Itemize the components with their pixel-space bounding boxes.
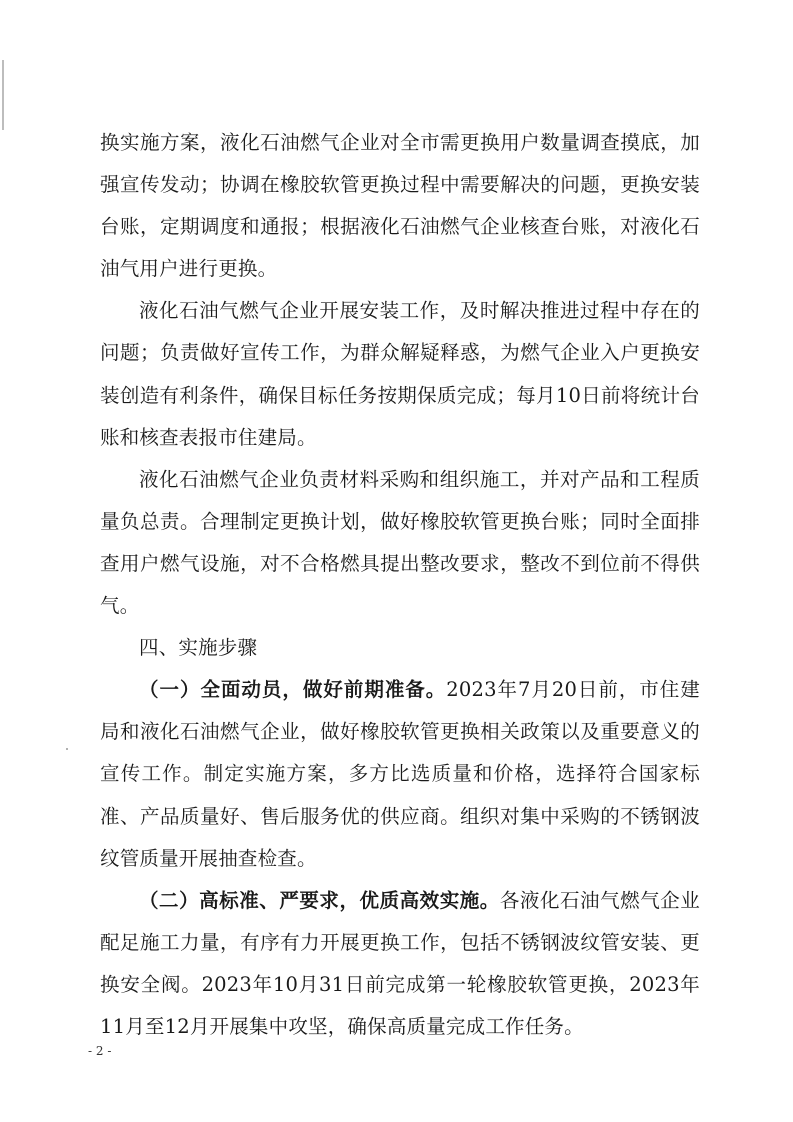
scan-edge-mark <box>2 60 4 130</box>
page-number: - 2 - <box>88 1044 112 1058</box>
step-two-text: 各液化石油气燃气企业配足施工力量，有序有力开展更换工作，包括不锈钢波纹管安装、更换安全阀。2023年10月31日前完成第一轮橡胶软管更换，2023年11月至12月开展集中攻坚，确保高质量完成工作任务。 <box>100 888 700 1038</box>
document-body <box>100 122 700 1048</box>
paragraph-enterprise-installation: 液化石油气燃气企业开展安装工作，及时解决推进过程中存在的问题；负责做好宣传工作，为群众解疑释惑，为燃气企业入户更换安装创造有利条件，确保目标任务按期保质完成；每月10日前将统计台账和核查表报市住建局。 <box>100 299 700 449</box>
step-one-text: 2023年7月20日前，市住建局和液化石油燃气企业，做好橡胶软管更换相关政策以及重要意义的宣传工作。制定实施方案，多方比选质量和价格，选择符合国家标准、产品质量好、售后服务优的供应商。组织对集中采购的不锈钢波纹管质量开展抽查检查。 <box>100 678 700 870</box>
paragraph-step-two <box>100 880 700 1048</box>
scan-speck <box>66 748 68 750</box>
paragraph-enterprise-responsibility: 液化石油燃气企业负责材料采购和组织施工，并对产品和工程质量负总责。合理制定更换计划，做好橡胶软管更换台账；同时全面排查用户燃气设施，对不合格燃具提出整改要求，整改不到位前不得供气。 <box>100 467 700 618</box>
section-heading-implementation-steps: 四、实施步骤 <box>139 636 258 660</box>
paragraph-continuation: 换实施方案，液化石油燃气企业对全市需更换用户数量调查摸底，加强宣传发动；协调在橡胶软管更换过程中需要解决的问题，更换安装台账，定期调度和通报；根据液化石油燃气企业核查台账，对液化石油气用户进行更换。 <box>100 131 700 281</box>
paragraph-step-one <box>100 669 700 879</box>
step-two-lead: （二）高标准、严要求，优质高效实施。 <box>139 888 500 912</box>
step-one-lead: （一）全面动员，做好前期准备。 <box>139 678 447 702</box>
